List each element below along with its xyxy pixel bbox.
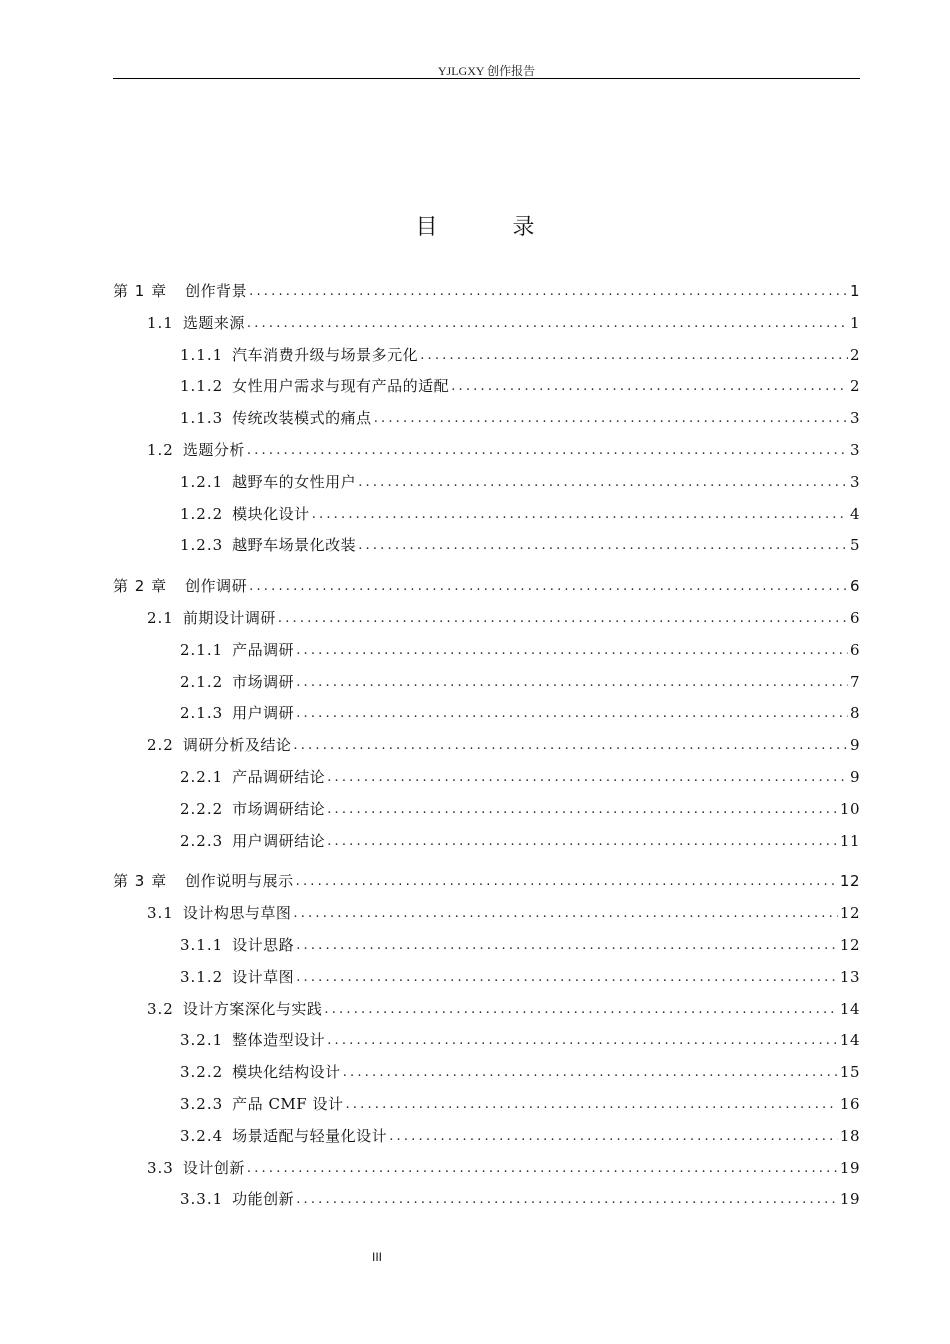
toc-entry[interactable] (113, 1121, 860, 1153)
toc-dot-leader (296, 866, 838, 898)
toc-entry-page: 6 (849, 577, 860, 596)
toc-entry[interactable] (113, 962, 860, 994)
toc-entry-title: 设计草图 (232, 967, 295, 986)
toc-entry-title: 选题来源 (182, 313, 245, 332)
toc-entry-title: 创作说明与展示 (185, 872, 294, 891)
toc-entry[interactable] (113, 571, 860, 603)
toc-entry-page: 2 (849, 345, 860, 364)
toc-entry[interactable] (113, 467, 860, 499)
toc-entry-number: 3.1.2 (180, 967, 224, 986)
table-of-contents (113, 276, 860, 1216)
toc-entry[interactable] (113, 635, 860, 667)
toc-entry-title: 产品调研 (232, 640, 295, 659)
toc-entry[interactable] (113, 371, 860, 403)
toc-dot-leader (296, 930, 838, 962)
toc-entry[interactable] (113, 1025, 860, 1057)
toc-entry-number: 1.1.1 (180, 345, 224, 364)
toc-entry-title: 越野车的女性用户 (232, 472, 357, 491)
toc-entry-page: 14 (839, 1031, 860, 1050)
toc-entry-number: 2.1 (147, 608, 174, 627)
toc-entry[interactable] (113, 994, 860, 1026)
page-header: YJLGXY 创作报告 (437, 64, 536, 78)
toc-entry-page: 18 (839, 1126, 860, 1145)
toc-entry-page: 11 (839, 831, 860, 850)
toc-entry-number: 第 3 章 (113, 872, 168, 891)
page-title: 目 录 (415, 215, 569, 240)
toc-dot-leader (389, 1121, 838, 1153)
toc-entry-number: 2.2 (147, 736, 174, 755)
toc-entry-number: 2.2.3 (180, 831, 224, 850)
toc-dot-leader (451, 371, 848, 403)
toc-entry-number: 3.2.3 (180, 1094, 224, 1113)
toc-dot-leader (293, 898, 838, 930)
toc-entry-number: 1.2.3 (180, 536, 224, 555)
toc-dot-leader (345, 1089, 837, 1121)
toc-entry-title: 模块化结构设计 (232, 1063, 341, 1082)
toc-entry[interactable] (113, 308, 860, 340)
toc-entry-number: 3.2 (147, 999, 174, 1018)
toc-entry-title: 设计创新 (182, 1158, 245, 1177)
toc-dot-leader (247, 1153, 838, 1185)
toc-entry-page: 1 (849, 282, 860, 300)
toc-entry-number: 3.1.1 (180, 935, 224, 954)
toc-entry[interactable] (113, 794, 860, 826)
toc-entry-title: 功能创新 (232, 1190, 295, 1209)
toc-entry[interactable] (113, 530, 860, 562)
toc-entry-title: 选题分析 (182, 440, 245, 459)
toc-entry-page: 4 (849, 504, 860, 523)
toc-entry-page: 3 (849, 440, 860, 459)
toc-entry[interactable] (113, 730, 860, 762)
toc-dot-leader (296, 667, 848, 699)
toc-entry-title: 女性用户需求与现有产品的适配 (232, 377, 450, 396)
toc-entry-title: 创作背景 (185, 282, 248, 300)
toc-entry-page: 12 (839, 935, 860, 954)
toc-entry[interactable] (113, 1089, 860, 1121)
toc-entry[interactable] (113, 276, 860, 308)
toc-entry-page: 12 (839, 872, 860, 891)
toc-dot-leader (374, 403, 848, 435)
toc-entry-number: 3.3 (147, 1158, 174, 1177)
toc-dot-leader (327, 794, 838, 826)
toc-entry[interactable] (113, 403, 860, 435)
toc-entry-number: 1.2.2 (180, 504, 224, 523)
toc-entry-page: 12 (839, 904, 860, 923)
toc-entry-number: 1.1 (147, 313, 174, 332)
toc-entry-title: 产品调研结论 (232, 767, 326, 786)
toc-entry-page: 6 (849, 608, 860, 627)
toc-entry[interactable] (113, 1057, 860, 1089)
toc-entry-title: 设计构思与草图 (182, 904, 292, 923)
toc-entry-title: 前期设计调研 (182, 608, 276, 627)
toc-entry-title: 产品 CMF 设计 (232, 1094, 344, 1113)
toc-entry-title: 用户调研结论 (232, 831, 326, 850)
toc-entry-page: 1 (849, 313, 860, 332)
toc-entry[interactable] (113, 898, 860, 930)
toc-dot-leader (312, 499, 848, 531)
toc-dot-leader (327, 1025, 838, 1057)
toc-dot-leader (296, 1184, 838, 1216)
toc-dot-leader (247, 308, 848, 340)
page-number: III (371, 1250, 382, 1264)
toc-entry[interactable] (113, 340, 860, 372)
toc-entry[interactable] (113, 762, 860, 794)
toc-dot-leader (296, 635, 848, 667)
toc-entry-page: 9 (849, 736, 860, 755)
toc-entry-page: 6 (849, 640, 860, 659)
toc-entry-page: 14 (839, 999, 860, 1018)
toc-dot-leader (358, 530, 848, 562)
toc-dot-leader (278, 603, 848, 635)
toc-entry-number: 3.3.1 (180, 1190, 224, 1209)
toc-entry[interactable] (113, 1153, 860, 1185)
toc-entry-page: 8 (849, 704, 860, 723)
toc-entry-page: 13 (839, 967, 860, 986)
toc-entry-page: 19 (839, 1190, 860, 1209)
toc-entry-title: 用户调研 (232, 704, 295, 723)
toc-entry-number: 1.1.2 (180, 377, 224, 396)
toc-entry[interactable] (113, 667, 860, 699)
toc-entry-title: 场景适配与轻量化设计 (232, 1126, 388, 1145)
toc-entry-title: 整体造型设计 (232, 1031, 326, 1050)
toc-entry-number: 第 1 章 (113, 282, 168, 300)
toc-entry-number: 3.2.1 (180, 1031, 224, 1050)
toc-entry-number: 2.1.2 (180, 672, 224, 691)
toc-dot-leader (420, 340, 848, 372)
toc-entry-number: 2.2.1 (180, 767, 224, 786)
toc-entry-title: 市场调研 (232, 672, 295, 691)
toc-entry-page: 7 (849, 672, 860, 691)
toc-dot-leader (296, 962, 838, 994)
toc-entry-title: 传统改装模式的痛点 (232, 409, 372, 428)
toc-dot-leader (343, 1057, 838, 1089)
toc-entry[interactable] (113, 1184, 860, 1216)
toc-entry-page: 5 (849, 536, 860, 555)
toc-dot-leader (247, 435, 848, 467)
toc-entry-title: 设计思路 (232, 935, 295, 954)
toc-entry-number: 2.1.1 (180, 640, 224, 659)
toc-dot-leader (293, 730, 848, 762)
toc-dot-leader (249, 276, 848, 308)
toc-entry-title: 创作调研 (185, 577, 248, 596)
toc-dot-leader (327, 762, 848, 794)
toc-entry[interactable] (113, 603, 860, 635)
toc-entry-title: 模块化设计 (232, 504, 310, 523)
toc-dot-leader (296, 698, 848, 730)
toc-entry-page: 16 (839, 1094, 860, 1113)
toc-entry-title: 调研分析及结论 (182, 736, 292, 755)
toc-entry[interactable] (113, 435, 860, 467)
toc-entry[interactable] (113, 698, 860, 730)
toc-entry-page: 10 (839, 799, 860, 818)
toc-entry-number: 1.1.3 (180, 409, 224, 428)
toc-entry-page: 9 (849, 767, 860, 786)
toc-entry[interactable] (113, 930, 860, 962)
toc-dot-leader (324, 994, 838, 1026)
toc-entry-number: 3.2.4 (180, 1126, 224, 1145)
toc-entry-title: 市场调研结论 (232, 799, 326, 818)
toc-entry-number: 3.2.2 (180, 1063, 224, 1082)
toc-entry-title: 越野车场景化改装 (232, 536, 357, 555)
toc-entry-title: 汽车消费升级与场景多元化 (232, 345, 419, 364)
toc-entry-number: 第 2 章 (113, 577, 168, 596)
toc-entry-number: 1.2 (147, 440, 174, 459)
header-divider (113, 78, 860, 79)
toc-entry-number: 2.2.2 (180, 799, 224, 818)
toc-entry-page: 19 (839, 1158, 860, 1177)
toc-entry[interactable] (113, 826, 860, 858)
toc-entry-number: 1.2.1 (180, 472, 224, 491)
toc-entry-title: 设计方案深化与实践 (182, 999, 323, 1018)
toc-entry[interactable] (113, 866, 860, 898)
toc-entry-number: 3.1 (147, 904, 174, 923)
toc-entry-page: 3 (849, 472, 860, 491)
toc-entry-page: 15 (839, 1063, 860, 1082)
toc-dot-leader (358, 467, 848, 499)
toc-entry-number: 2.1.3 (180, 704, 224, 723)
toc-dot-leader (249, 571, 848, 603)
toc-entry[interactable] (113, 499, 860, 531)
toc-dot-leader (327, 826, 838, 858)
toc-entry-page: 3 (849, 409, 860, 428)
toc-entry-page: 2 (849, 377, 860, 396)
